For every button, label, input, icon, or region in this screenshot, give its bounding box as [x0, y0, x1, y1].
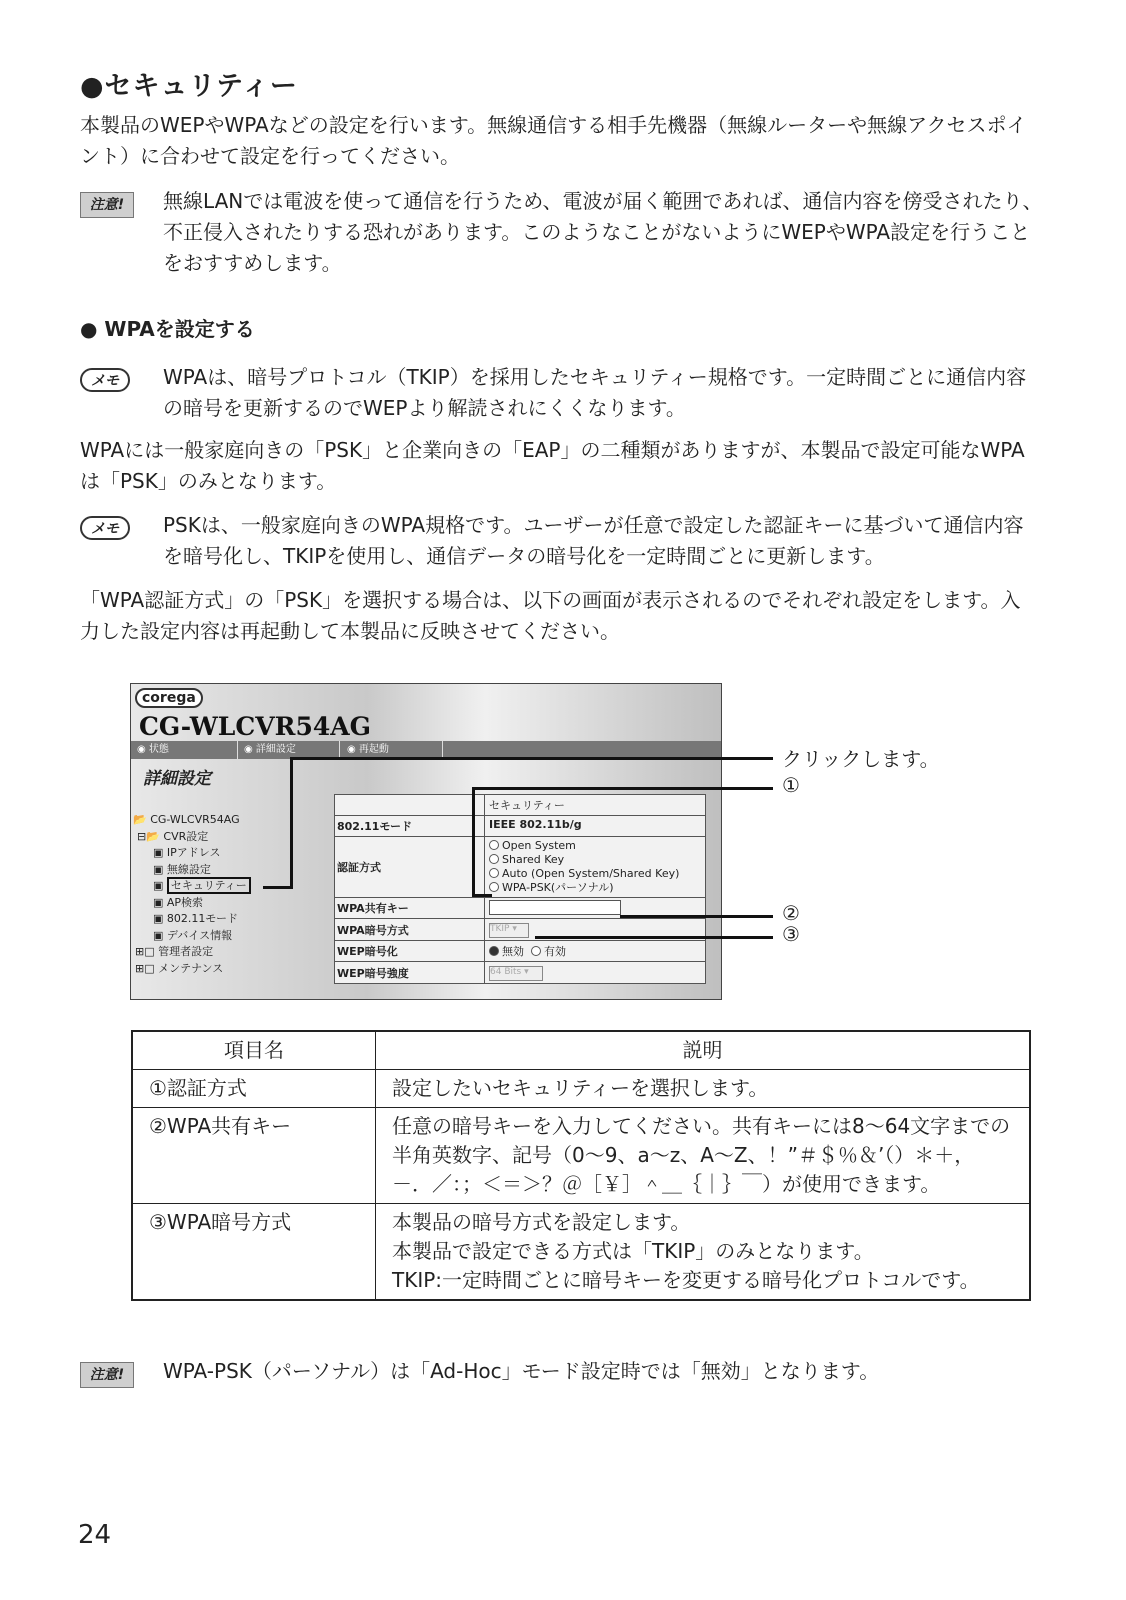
product-name: CG-WLCVR54AG: [139, 712, 371, 741]
page-number: 24: [78, 1520, 112, 1550]
item-desc: 任意の暗号キーを入力してください。共有キーには8～64文字までの半角英数字、記号（0～9、a～z、A～Z、！”＃＄％＆’（）＊＋，－．／：；＜＝＞？＠［￥］＾＿｛｜｝￣）が使用できます。: [376, 1108, 1031, 1204]
nav-status[interactable]: ◉ 状態: [131, 741, 238, 759]
table-header: 項目名: [132, 1031, 376, 1070]
intro-paragraph: 本製品のWEPやWPAなどの設定を行います。無線通信する相手先機器（無線ルーターや無線アクセスポイント）に合わせて設定を行ってください。: [80, 113, 1027, 168]
memo-badge: メモ: [80, 368, 130, 392]
settings-table: [131, 1030, 1031, 1301]
form-header: セキュリティー: [489, 799, 565, 812]
router-screenshot: [130, 683, 722, 1000]
nav-reboot[interactable]: ◉ 再起動: [341, 741, 443, 759]
caution-text: 無線LANでは電波を使って通信を行うため、電波が届く範囲であれば、通信内容を傍受されたり、不正侵入されたりする恐れがあります。このようなことがないようにWEPやWPA設定を行うことをおすすめします。: [163, 189, 1043, 275]
tree-maint[interactable]: ⊞□ メンテナンス: [135, 961, 224, 975]
caution-text: WPA-PSK（パーソナル）は「Ad-Hoc」モード設定時では「無効」となります。: [163, 1359, 880, 1383]
item-desc: 設定したいセキュリティーを選択します。: [376, 1070, 1031, 1108]
memo-badge: メモ: [80, 516, 130, 540]
auth-option-auto[interactable]: Auto (Open System/Shared Key): [489, 867, 701, 881]
wpa-paragraph: WPAには一般家庭向きの「PSK」と企業向きの「EAP」の二種類がありますが、本製品で設定可能なWPAは「PSK」のみとなります。: [80, 438, 1025, 493]
tree-device[interactable]: ▣ デバイス情報: [153, 928, 233, 942]
table-row: [132, 1070, 1030, 1108]
psk-label: WPA共有キー: [335, 898, 485, 918]
page-title: 詳細設定: [143, 769, 211, 789]
table-row: [132, 1204, 1030, 1301]
callout-line: [472, 787, 773, 790]
callout-line: [620, 915, 773, 918]
psk-input[interactable]: [489, 900, 621, 915]
callout-line: [472, 894, 492, 897]
memo-text: WPAは、暗号プロトコル（TKIP）を採用したセキュリティー規格です。一定時間ごとに通信内容の暗号を更新するのでWEPより解読されにくくなります。: [163, 365, 1027, 420]
cipher-select[interactable]: TKIP ▾: [489, 923, 529, 938]
callout-3: ③: [782, 922, 800, 946]
tree-80211[interactable]: ▣ 802.11モード: [153, 912, 238, 925]
auth-option-open[interactable]: Open System: [489, 839, 701, 853]
table-row: [132, 1108, 1030, 1204]
wep-off-radio[interactable]: 無効: [489, 945, 524, 958]
callout-click: クリックします。: [782, 747, 940, 771]
tree-ip[interactable]: ▣ IPアドレス: [153, 846, 221, 859]
subsection-heading: ● WPAを設定する: [80, 317, 255, 341]
tree-root[interactable]: 📂 CG-WLCVR54AG: [133, 813, 240, 826]
security-form: [334, 794, 706, 984]
caution-badge: 注意!: [80, 1362, 134, 1388]
callout-2: ②: [782, 901, 800, 925]
corega-logo: corega: [135, 688, 203, 708]
caution-badge: 注意!: [80, 192, 134, 218]
item-name: ②WPA共有キー: [132, 1108, 376, 1204]
table-header: 説明: [376, 1031, 1031, 1070]
tree-cvr[interactable]: ⊟📂 CVR設定: [137, 829, 209, 843]
item-desc: 本製品の暗号方式を設定します。 本製品で設定できる方式は「TKIP」のみとなります。 TKIP:一定時間ごとに暗号キーを変更する暗号化プロトコルです。: [376, 1204, 1031, 1301]
callout-1: ①: [782, 773, 800, 797]
callout-line: [290, 757, 293, 889]
nav-advanced[interactable]: ◉ 詳細設定: [238, 741, 340, 759]
section-heading: ●セキュリティー: [80, 71, 298, 102]
wep-strength-select[interactable]: 64 Bits ▾: [489, 966, 543, 981]
auth-option-wpa-psk[interactable]: WPA-PSK(パーソナル): [489, 881, 701, 895]
tree-ap-search[interactable]: ▣ AP検索: [153, 895, 204, 909]
wep-on-radio[interactable]: 有効: [531, 945, 566, 958]
tree-security[interactable]: ▣ セキュリティー: [133, 878, 251, 895]
mode-label: 802.11モード: [335, 816, 485, 836]
instruction-paragraph: 「WPA認証方式」の「PSK」を選択する場合は、以下の画面が表示されるのでそれぞれ設定をします。入力した設定内容は再起動して本製品に反映させてください。: [80, 588, 1021, 643]
tree-admin[interactable]: ⊞□ 管理者設定: [135, 945, 214, 958]
callout-line: [472, 787, 475, 897]
memo-text: PSKは、一般家庭向きのWPA規格です。ユーザーが任意で設定した認証キーに基づいて通信内容を暗号化し、TKIPを使用し、通信データの暗号化を一定時間ごとに更新します。: [163, 513, 1024, 568]
item-name: ③WPA暗号方式: [132, 1204, 376, 1301]
auth-option-shared[interactable]: Shared Key: [489, 853, 701, 867]
item-name: ①認証方式: [132, 1070, 376, 1108]
cipher-label: WPA暗号方式: [335, 919, 485, 940]
wep-strength-label: WEP暗号強度: [335, 962, 485, 983]
tree-wireless[interactable]: ▣ 無線設定: [153, 862, 211, 876]
auth-label: 認証方式: [335, 837, 485, 897]
callout-line: [290, 757, 773, 760]
nav-tree: [133, 812, 251, 977]
callout-line: [263, 886, 293, 889]
wep-label: WEP暗号化: [335, 941, 485, 961]
callout-line: [535, 936, 773, 939]
mode-value: IEEE 802.11b/g: [489, 818, 582, 831]
